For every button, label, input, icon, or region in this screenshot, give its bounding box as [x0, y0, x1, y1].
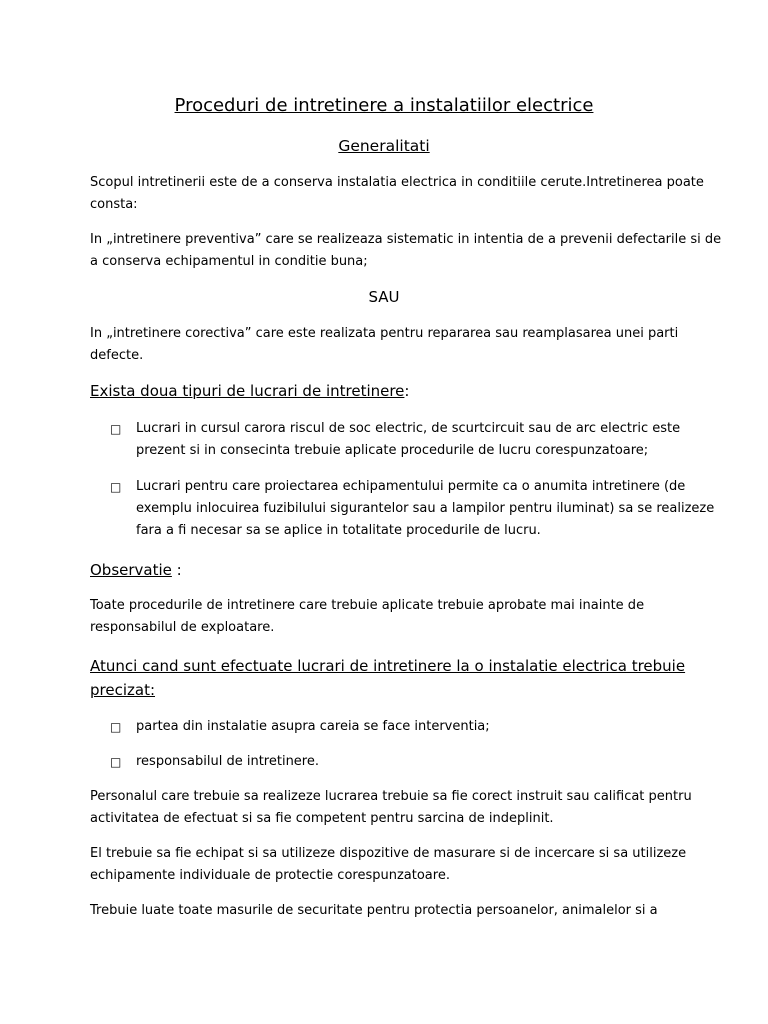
paragraph-line: responsabilul de exploatare.	[90, 620, 275, 635]
heading-suffix: :	[171, 561, 182, 579]
paragraph-preventiva	[90, 229, 722, 273]
paragraph-line: Trebuie luate toate masurile de securitate pentru protectia persoanelor, animalelor si a	[90, 903, 658, 918]
paragraph-line: In „intretinere corectiva” care este realizata pentru repararea sau reamplasarea unei parti	[90, 326, 679, 341]
list-item-line: Lucrari in cursul carora riscul de soc electric, de scurtcircuit sau de arc electric este	[136, 421, 681, 436]
bullet-square-icon: □	[110, 422, 122, 436]
paragraph-corectiva	[90, 323, 690, 367]
paragraph-line: Personalul care trebuie sa realizeze lucrarea trebuie sa fie corect instruit sau calificat pentru	[90, 789, 692, 804]
bullet-square-icon: □	[110, 755, 122, 769]
paragraph-proceduri-aprobate	[90, 595, 690, 639]
heading-line: Atunci cand sunt efectuate lucrari de intretinere la o instalatie electrica trebuie	[90, 657, 686, 675]
paragraph-line: activitatea de efectuat si sa fie competent pentru sarcina de indeplinit.	[90, 811, 554, 826]
list-item-line: partea din instalatie asupra careia se face interventia;	[136, 719, 490, 734]
heading-tipuri-lucrari	[90, 382, 409, 400]
bullet-square-icon: □	[110, 720, 122, 734]
list-item-line: Lucrari pentru care proiectarea echipamentului permite ca o anumita intretinere (de	[136, 479, 686, 494]
paragraph-line: Scopul intretinerii este de a conserva instalatia electrica in conditiile cerute.Intretinerea poate	[90, 175, 704, 190]
heading-suffix: :	[404, 382, 410, 400]
paragraph-line: defecte.	[90, 348, 144, 363]
list-item	[136, 716, 696, 738]
list-item-line: prezent si in consecinta trebuie aplicate procedurile de lucru corespunzatoare;	[136, 443, 649, 458]
paragraph-line: echipamente individuale de protectie corespunzatoare.	[90, 868, 450, 883]
paragraph-masuri-securitate	[90, 900, 690, 922]
heading-text: Observatie	[90, 561, 172, 579]
heading-observatie	[90, 561, 182, 579]
paragraph-line: consta:	[90, 197, 138, 212]
bullet-square-icon: □	[110, 480, 122, 494]
paragraph-scopul	[90, 172, 704, 216]
list-item	[136, 476, 715, 542]
heading-atunci-cand	[90, 654, 710, 702]
paragraph-personalul	[90, 786, 690, 830]
paragraph-line: a conserva echipamentul in conditie buna;	[90, 254, 368, 269]
list-item-line: responsabilul de intretinere.	[136, 754, 319, 769]
section-heading-generalitati: Generalitati	[338, 137, 430, 155]
heading-text: Exista doua tipuri de lucrari de intretinere	[90, 382, 405, 400]
list-item-line: exemplu inlocuirea fuzibilului sigurantelor sau a lampilor pentru iluminat) sa se realizeze	[136, 501, 715, 516]
heading-line: precizat:	[90, 681, 156, 699]
paragraph-line: In „intretinere preventiva” care se realizeaza sistematic in intentia de a prevenii defectarile si de	[90, 232, 722, 247]
list-item	[136, 751, 696, 773]
document-title: Proceduri de intretinere a instalatiilor electrice	[174, 95, 594, 116]
sau-separator: SAU	[368, 288, 400, 306]
list-item	[136, 418, 696, 462]
paragraph-line: El trebuie sa fie echipat si sa utilizeze dispozitive de masurare si de incercare si sa utilizeze	[90, 846, 687, 861]
list-item-line: fara a fi necesar sa se aplice in totalitate procedurile de lucru.	[136, 523, 541, 538]
paragraph-line: Toate procedurile de intretinere care trebuie aplicate trebuie aprobate mai inainte de	[90, 598, 645, 613]
paragraph-echipat	[90, 843, 690, 887]
